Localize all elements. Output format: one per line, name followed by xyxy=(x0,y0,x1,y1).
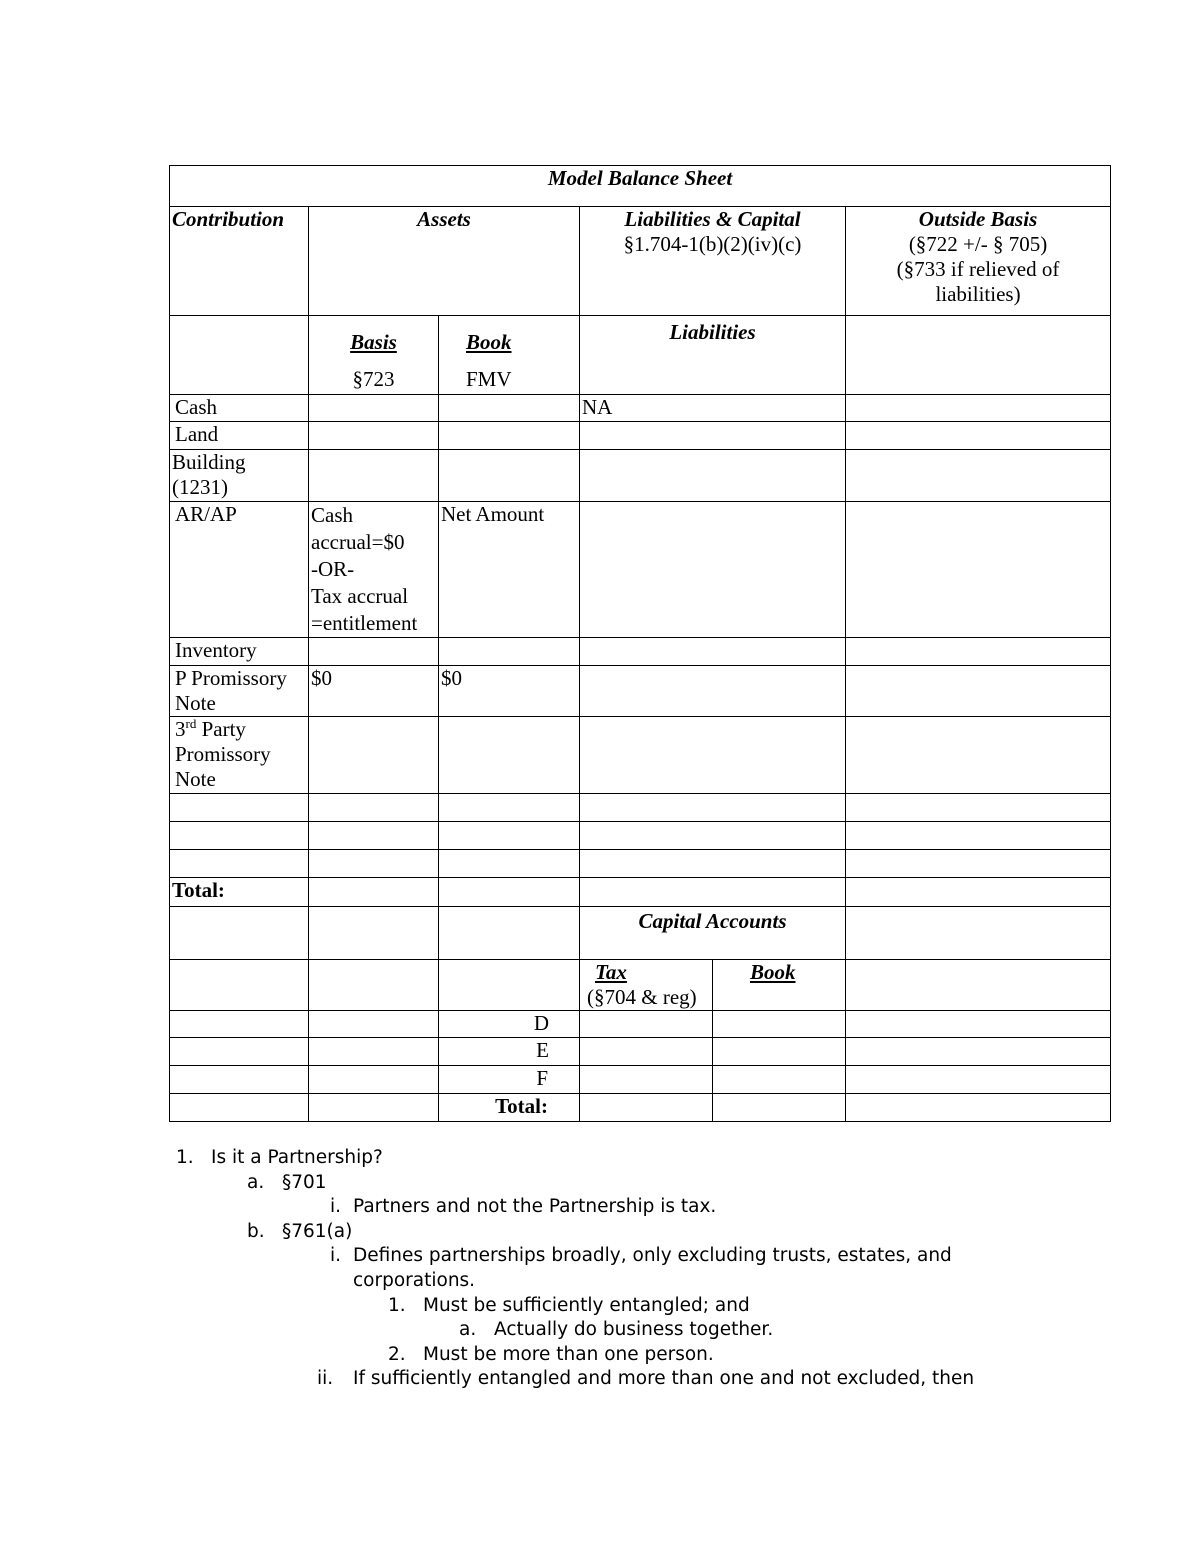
blank-row xyxy=(170,794,1111,822)
arap-basis-line: -OR- xyxy=(311,557,355,581)
outside-basis-ref2: (§733 if relieved of liabilities) xyxy=(896,257,1060,306)
cash-na: NA xyxy=(580,395,846,422)
partner-f: F xyxy=(439,1066,580,1094)
row-label-arap: AR/AP xyxy=(170,502,309,638)
tax-label: Tax xyxy=(595,960,627,984)
book-label: Book xyxy=(466,330,512,354)
row-label-inventory: Inventory xyxy=(170,638,309,666)
row-label-land: Land xyxy=(170,422,309,450)
outside-basis-label: Outside Basis xyxy=(918,207,1038,231)
row-label-cash: Cash xyxy=(170,395,309,422)
capital-tax-header xyxy=(580,960,713,1011)
header-contribution: Contribution xyxy=(170,207,309,316)
table-title: Model Balance Sheet xyxy=(170,166,1111,207)
third-party-num: 3 xyxy=(175,717,186,741)
p-note-book: $0 xyxy=(439,666,580,717)
arap-book: Net Amount xyxy=(439,502,580,638)
tax-ref: (§704 & reg) xyxy=(587,985,697,1009)
basis-ref: §723 xyxy=(352,367,395,391)
liab-capital-label: Liabilities & Capital xyxy=(624,207,801,231)
subheader-book xyxy=(439,316,580,395)
blank-row xyxy=(170,822,1111,850)
third-party-rest: Party Promissory Note xyxy=(175,717,271,791)
partner-d: D xyxy=(439,1011,580,1038)
arap-basis xyxy=(309,502,439,638)
blank-row xyxy=(170,850,1111,878)
p-note-basis: $0 xyxy=(309,666,439,717)
model-balance-sheet-table xyxy=(169,165,1111,1122)
basis-label: Basis xyxy=(350,330,397,354)
row-label-building: Building (1231) xyxy=(170,450,309,502)
subheader-liabilities: Liabilities xyxy=(580,316,846,395)
liab-capital-ref: §1.704-1(b)(2)(iv)(c) xyxy=(623,232,802,256)
partner-e: E xyxy=(439,1038,580,1066)
capital-total: Total: xyxy=(439,1094,580,1122)
header-assets: Assets xyxy=(309,207,580,316)
capital-book-label: Book xyxy=(750,960,796,984)
header-outside-basis xyxy=(846,207,1111,316)
arap-basis-line: Tax accrual =entitlement xyxy=(311,584,418,635)
third-party-sup: rd xyxy=(185,716,197,731)
outside-basis-ref1: (§722 +/- § 705) xyxy=(908,232,1048,256)
row-label-total: Total: xyxy=(170,878,309,907)
header-liabilities-capital xyxy=(580,207,846,316)
capital-book-header xyxy=(713,960,846,1011)
arap-basis-line: Cash accrual=$0 xyxy=(311,503,405,554)
subheader-basis xyxy=(309,316,439,395)
capital-accounts-title: Capital Accounts xyxy=(580,907,846,960)
row-label-p-note: P Promissory Note xyxy=(170,666,309,717)
row-label-third-party-note xyxy=(170,717,309,794)
book-ref: FMV xyxy=(466,367,512,391)
